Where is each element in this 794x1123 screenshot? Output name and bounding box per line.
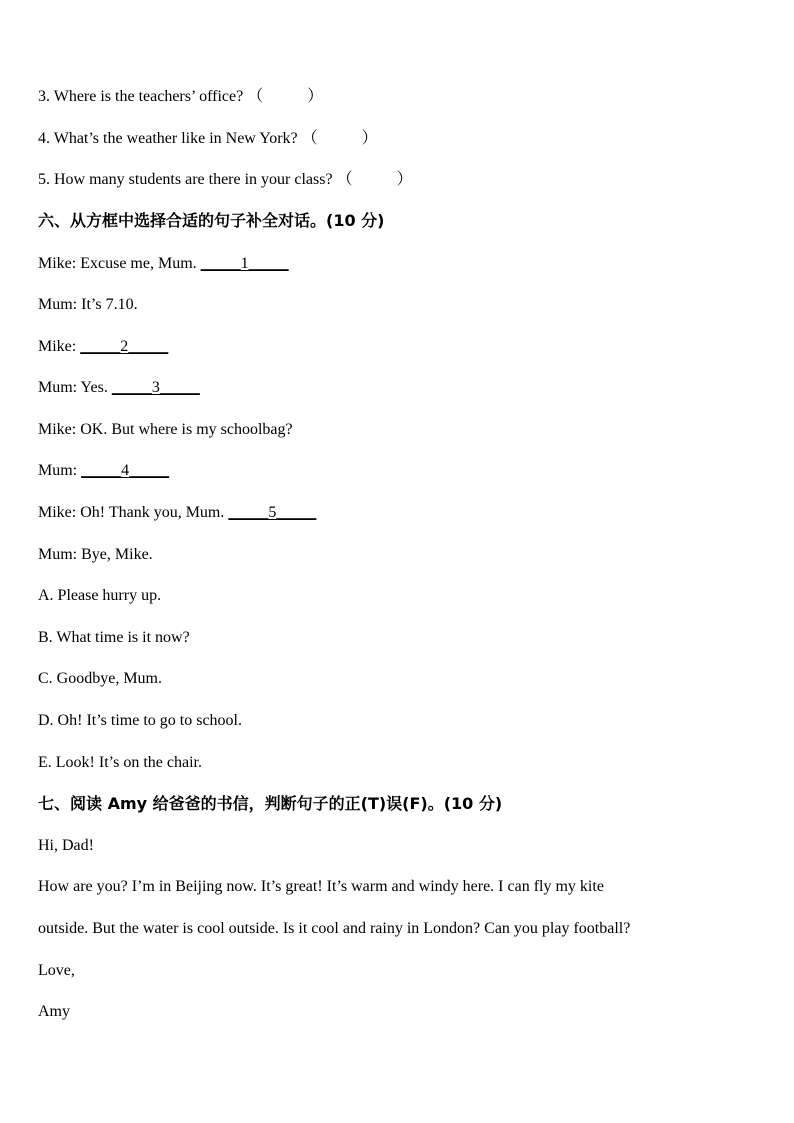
answer-blank-4[interactable]: _____4_____ xyxy=(81,462,170,479)
letter-greeting: Hi, Dad! xyxy=(38,837,94,854)
answer-blank-3[interactable]: _____3_____ xyxy=(111,379,200,396)
option-a: A. Please hurry up. xyxy=(38,587,162,604)
speaker: Mum: xyxy=(38,462,78,479)
speaker: Mum: xyxy=(38,296,78,313)
question-5 xyxy=(38,170,413,190)
answer-blank-2[interactable]: _____2_____ xyxy=(80,338,169,355)
speaker: Mike: xyxy=(38,255,77,272)
answer-paren-close: ） xyxy=(307,88,324,105)
question-text: 5. How many students are there in your class? xyxy=(38,171,333,188)
dialogue-line-7 xyxy=(38,503,316,523)
answer-blank-5[interactable]: _____5_____ xyxy=(228,504,317,521)
dialogue-text: Excuse me, Mum. xyxy=(76,255,201,272)
dialogue-text: Bye, Mike. xyxy=(77,546,153,563)
option-e: E. Look! It’s on the chair. xyxy=(38,754,202,771)
speaker: Mike: xyxy=(38,504,77,521)
option-d: D. Oh! It’s time to go to school. xyxy=(38,712,242,729)
section-7-heading: 七、阅读 Amy 给爸爸的书信，判断句子的正(T)误(F)。(10 分) xyxy=(38,794,503,813)
question-text: 3. Where is the teachers’ office? xyxy=(38,88,244,105)
answer-paren-open: （ xyxy=(301,130,318,147)
dialogue-line-2 xyxy=(38,295,138,315)
question-text: 4. What’s the weather like in New York? xyxy=(38,130,298,147)
answer-paren-open: （ xyxy=(336,171,353,188)
answer-paren-close: ） xyxy=(361,130,378,147)
dialogue-text: Oh! Thank you, Mum. xyxy=(76,504,229,521)
question-3 xyxy=(38,87,323,107)
answer-paren-open: （ xyxy=(247,88,264,105)
speaker: Mum: xyxy=(38,379,78,396)
dialogue-line-8 xyxy=(38,545,153,565)
dialogue-line-1 xyxy=(38,254,289,274)
dialogue-text: It’s 7.10. xyxy=(77,296,138,313)
letter-signature: Amy xyxy=(38,1003,70,1020)
dialogue-text: Yes. xyxy=(77,379,112,396)
option-b: B. What time is it now? xyxy=(38,629,190,646)
dialogue-line-6 xyxy=(38,461,169,481)
speaker: Mum: xyxy=(38,546,78,563)
dialogue-line-4 xyxy=(38,378,200,398)
letter-body-line-1: How are you? I’m in Beijing now. It’s great! It’s warm and windy here. I can fly my kite xyxy=(38,878,604,895)
answer-paren-close: ） xyxy=(396,171,413,188)
section-6-heading: 六、从方框中选择合适的句子补全对话。(10 分) xyxy=(38,211,385,230)
dialogue-line-3 xyxy=(38,337,168,357)
option-c: C. Goodbye, Mum. xyxy=(38,670,162,687)
answer-blank-1[interactable]: _____1_____ xyxy=(200,255,289,272)
speaker: Mike: xyxy=(38,338,77,355)
dialogue-text: OK. But where is my schoolbag? xyxy=(76,421,293,438)
question-4 xyxy=(38,129,378,149)
speaker: Mike: xyxy=(38,421,77,438)
dialogue-line-5 xyxy=(38,420,293,440)
letter-closing: Love, xyxy=(38,962,75,979)
letter-body-line-2: outside. But the water is cool outside. Is it cool and rainy in London? Can you play football? xyxy=(38,920,631,937)
